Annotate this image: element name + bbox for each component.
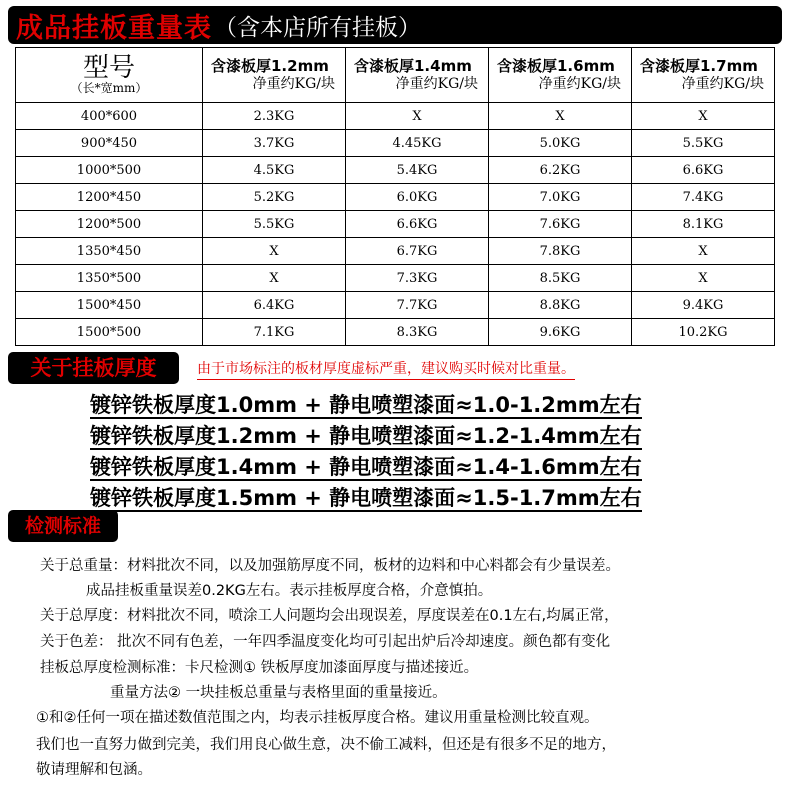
spec-line	[90, 392, 730, 418]
weight-cell: 5.2KG	[203, 184, 346, 211]
weight-cell: 8.1KG	[632, 211, 775, 238]
weight-cell: 5.5KG	[632, 130, 775, 157]
model-header: 型号	[82, 53, 135, 83]
weight-cell: 10.2KG	[632, 319, 775, 346]
weight-cell: 9.6KG	[489, 319, 632, 346]
spec-line	[90, 423, 730, 449]
weight-cell: 7.7KG	[346, 292, 489, 319]
table-row	[16, 211, 775, 238]
net-weight-header: 净重约KG/块	[252, 76, 335, 92]
note-line: 挂板总厚度检测标准：卡尺检测① 铁板厚度加漆面厚度与描述接近。	[40, 660, 479, 676]
table-row	[16, 238, 775, 265]
model-cell: 900*450	[16, 130, 203, 157]
weight-cell: 5.4KG	[346, 157, 489, 184]
weight-cell: 8.5KG	[489, 265, 632, 292]
weight-cell: 6.0KG	[346, 184, 489, 211]
page-title: 成品挂板重量表	[16, 12, 212, 44]
thickness-warning-note: 由于市场标注的板材厚度虚标严重，建议购买时候对比重量。	[197, 358, 575, 380]
model-cell: 1500*450	[16, 292, 203, 319]
weight-cell: X	[346, 103, 489, 130]
note-line: 关于色差： 批次不同有色差，一年四季温度变化均可引起出炉后冷却速度。颜色都有变化	[40, 634, 611, 650]
spec-text: 镀锌铁板厚度1.4mm + 静电喷塑漆面≈1.4-1.6mm左右	[90, 455, 642, 479]
weight-cell: X	[203, 265, 346, 292]
note-line: 成品挂板重量误差0.2KG左右。表示挂板厚度合格，介意慎拍。	[86, 583, 493, 599]
weight-cell: 7.4KG	[632, 184, 775, 211]
thickness-header-cell	[203, 48, 346, 103]
model-cell: 1200*450	[16, 184, 203, 211]
weight-cell: 7.6KG	[489, 211, 632, 238]
table-row	[16, 103, 775, 130]
spec-text: 镀锌铁板厚度1.5mm + 静电喷塑漆面≈1.5-1.7mm左右	[90, 486, 642, 510]
model-cell: 400*600	[16, 103, 203, 130]
spec-text: 镀锌铁板厚度1.0mm + 静电喷塑漆面≈1.0-1.2mm左右	[90, 393, 642, 417]
weight-cell: 6.6KG	[346, 211, 489, 238]
weight-cell: 9.4KG	[632, 292, 775, 319]
standard-section-heading: 检测标准	[8, 510, 118, 542]
weight-table-container	[15, 47, 775, 340]
weight-cell: 8.3KG	[346, 319, 489, 346]
title-bar	[8, 6, 782, 44]
weight-cell: 5.0KG	[489, 130, 632, 157]
thickness-header: 含漆板厚1.4mm	[354, 57, 472, 75]
model-cell: 1500*500	[16, 319, 203, 346]
weight-cell: 6.4KG	[203, 292, 346, 319]
page-subtitle: （含本店所有挂板）	[214, 14, 421, 41]
table-row	[16, 265, 775, 292]
thickness-header: 含漆板厚1.6mm	[497, 57, 615, 75]
thickness-header: 含漆板厚1.2mm	[211, 57, 329, 75]
weight-cell: 7.1KG	[203, 319, 346, 346]
thickness-header-cell	[346, 48, 489, 103]
weight-cell: 5.5KG	[203, 211, 346, 238]
table-row	[16, 319, 775, 346]
model-cell: 1000*500	[16, 157, 203, 184]
weight-cell: 7.8KG	[489, 238, 632, 265]
weight-cell: 2.3KG	[203, 103, 346, 130]
weight-cell: 3.7KG	[203, 130, 346, 157]
model-cell: 1350*450	[16, 238, 203, 265]
weight-table	[15, 47, 775, 346]
spec-line	[90, 454, 730, 480]
weight-cell: X	[203, 238, 346, 265]
net-weight-header: 净重约KG/块	[395, 76, 478, 92]
note-line: 重量方法② 一块挂板总重量与表格里面的重量接近。	[110, 685, 447, 701]
thickness-header: 含漆板厚1.7mm	[640, 57, 758, 75]
weight-cell: 6.6KG	[632, 157, 775, 184]
model-cell: 1200*500	[16, 211, 203, 238]
model-subheader: （长*宽mm）	[70, 81, 148, 95]
table-row	[16, 292, 775, 319]
thickness-spec-list	[90, 392, 730, 516]
weight-cell: X	[632, 265, 775, 292]
thickness-header-cell	[489, 48, 632, 103]
weight-cell: X	[632, 103, 775, 130]
weight-cell: 7.0KG	[489, 184, 632, 211]
weight-cell: 6.7KG	[346, 238, 489, 265]
weight-cell: 4.5KG	[203, 157, 346, 184]
note-line: 关于总重量：材料批次不同，以及加强筋厚度不同，板材的边料和中心料都会有少量误差。	[40, 558, 620, 574]
note-line: ①和②任何一项在描述数值范围之内，均表示挂板厚度合格。建议用重量检测比较直观。	[36, 710, 599, 726]
table-header-row	[16, 48, 775, 103]
table-row	[16, 157, 775, 184]
note-line: 关于总厚度：材料批次不同，喷涂工人问题均会出现误差，厚度误差在0.1左右,均属正常，	[40, 608, 619, 624]
net-weight-header: 净重约KG/块	[538, 76, 621, 92]
net-weight-header: 净重约KG/块	[681, 76, 764, 92]
weight-cell: 4.45KG	[346, 130, 489, 157]
note-line: 我们也一直努力做到完美，我们用良心做生意，决不偷工减料，但还是有很多不足的地方，	[36, 737, 616, 753]
table-row	[16, 184, 775, 211]
weight-cell: X	[489, 103, 632, 130]
weight-cell: 7.3KG	[346, 265, 489, 292]
weight-cell: 6.2KG	[489, 157, 632, 184]
spec-line	[90, 485, 730, 511]
thickness-header-cell	[632, 48, 775, 103]
table-row	[16, 130, 775, 157]
thickness-section-heading: 关于挂板厚度	[8, 352, 179, 384]
spec-text: 镀锌铁板厚度1.2mm + 静电喷塑漆面≈1.2-1.4mm左右	[90, 424, 642, 448]
weight-cell: 8.8KG	[489, 292, 632, 319]
note-line: 敬请理解和包涵。	[36, 762, 152, 778]
weight-cell: X	[632, 238, 775, 265]
model-cell: 1350*500	[16, 265, 203, 292]
model-header-cell	[16, 48, 203, 103]
